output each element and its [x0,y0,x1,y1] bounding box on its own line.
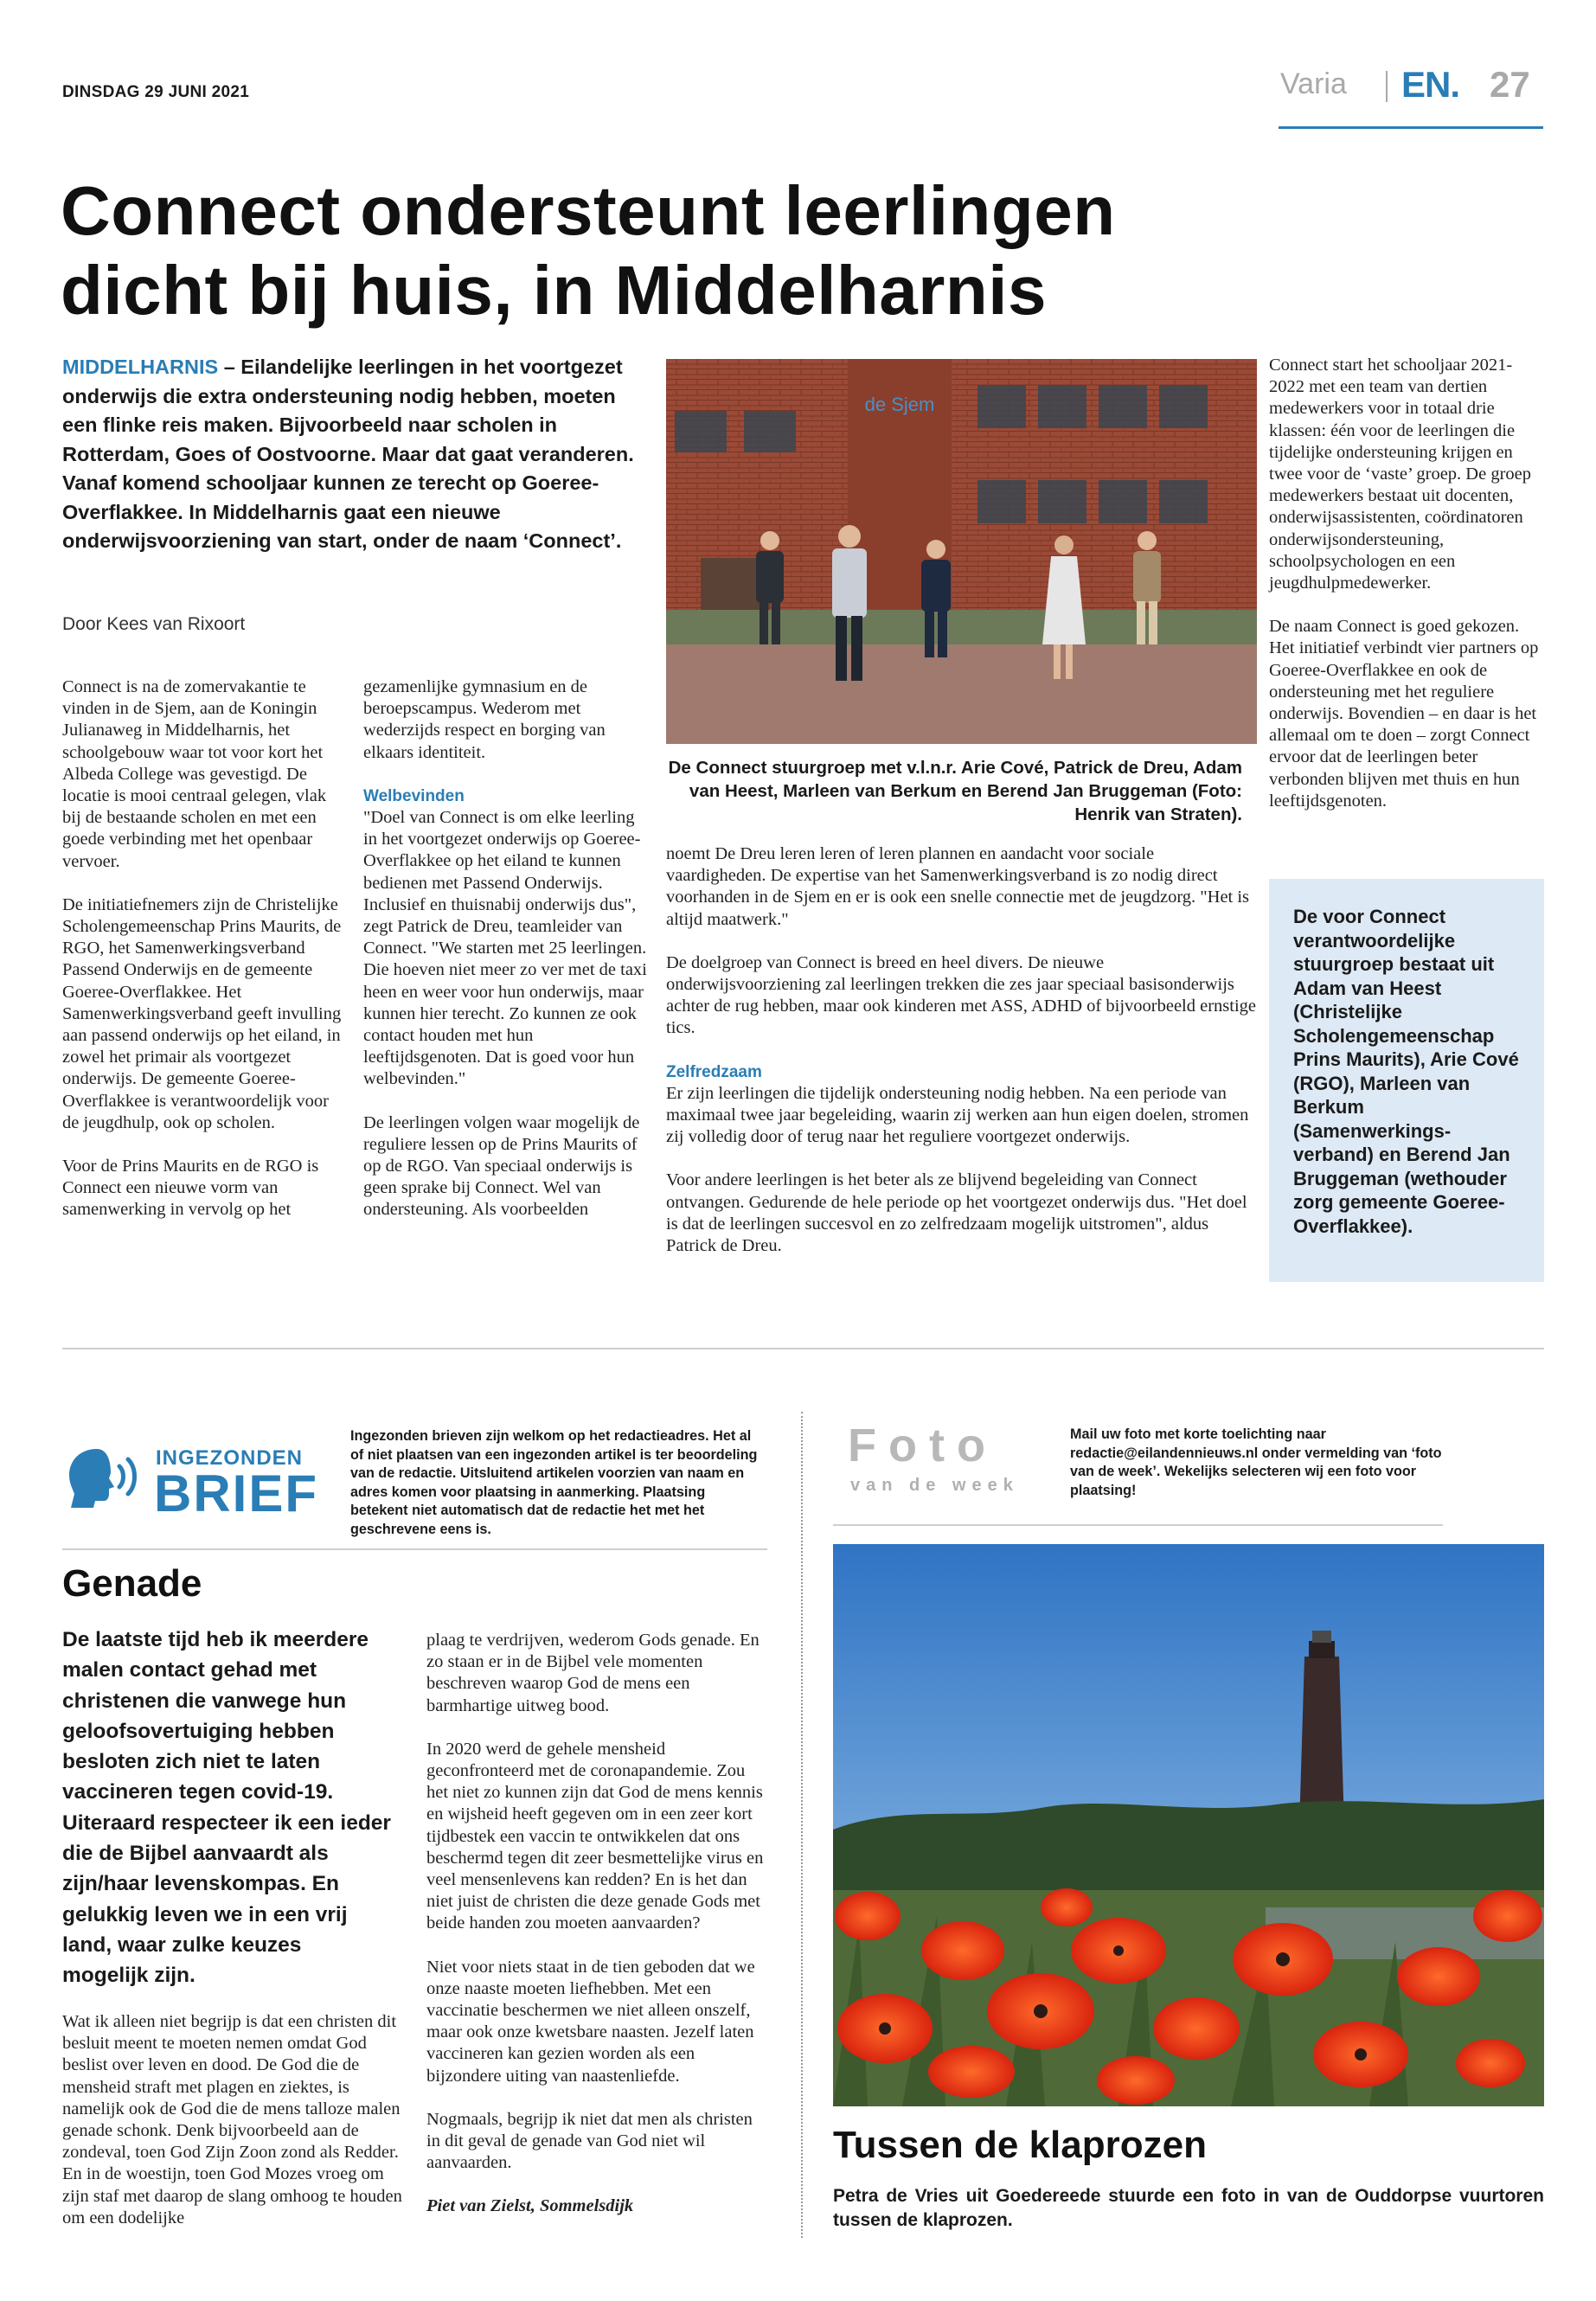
paragraph: Er zijn leerlingen die tijdelijk ondersteuning nodig hebben. Na een periode van maximaal twee jaar begeleiding, waarin zij werken aan hun eigen doelen, stromen zij volledig door of terug naar het reguliere voortgezet onderwijs. [666,1083,1249,1147]
paragraph: De naam Connect is goed gekozen. Het initiatief verbindt vier partners op Goeree-Overflakkee en ook de ondersteuning met het reguliere onderwijs. Bovendien – en daar is het allemaal om te doen – zorgt Connect ervoor dat de leerlingen beter verbonden blijven met thuis en hun leeftijdsgenoten. [1269,617,1539,811]
article-column-3 [666,843,1257,1279]
letter-header-rule [62,1548,767,1550]
article-column-4 [1269,355,1544,834]
subheading-welbevinden: Welbevinden [363,786,465,805]
paragraph: De initiatiefnemers zijn de Christelijke Scholengemeenschap Prins Maurits, de RGO, het Samenwerkingsverband Passend Onderwijs en de gemeente Goeree-Overflakkee. Het Samenwerkingsverband geeft invulling aan passend onderwijs op het eiland, in zowel het primair als voortgezet onderwijs. De gemeente Goeree-Overflakkee is verantwoordelijk voor de jeugdhulp, ook op scholen. [62,894,342,1132]
van-de-week-text: van de week [850,1476,1019,1495]
newspaper-logo: EN. [1401,64,1460,105]
letter-column-2 [426,1630,768,2240]
photo-caption: De Connect stuurgroep met v.l.n.r. Arie Cové, Patrick de Dreu, Adam van Heest, Marleen van Berkum en Berend Jan Bruggeman (Foto: Henrik van Straten). [668,758,1242,824]
speaking-head-icon [62,1440,149,1518]
letter-signature: Piet van Zielst, Sommelsdijk [426,2196,634,2216]
paragraph: "Doel van Connect is om elke leerling in het voortgezet onderwijs op Goeree-Overflakkee op het eiland te kunnen bedienen met Passend Onderwijs. Inclusief en thuisnabij onderwijs dus", zegt Patrick de Dreu, teamleider van Connect. "We starten met 25 leerlingen. Die hoeven niet meer zo ver met de taxi heen en weer voor hun onderwijs, maar kunnen hier terecht. Zo kunnen ze ook contact houden met hun leeftijdsgenoten. Dat is goed voor hun welbevinden." [363,808,647,1089]
letter-column-1 [62,2011,408,2251]
paragraph: Niet voor niets staat in de tien geboden dat we onze naaste moeten liefhebben. Met een vaccinatie beschermen we niet alleen onszelf, maar ook onze kwetsbare naasten. Jezelf laten vaccineren kan gezien worden als een bijzondere uiting van naastenliefde. [426,1957,755,2086]
photo-week-title: Tussen de klaprozen [833,2124,1207,2166]
dateline: MIDDELHARNIS [62,356,219,378]
paragraph: gezamenlijke gymnasium en de beroepscampus. Wederom met wederzijds respect en borging van elkaars identiteit. [363,677,606,762]
brief-logo-small-text: INGEZONDEN [156,1446,304,1470]
article-headline: Connect ondersteunt leerlingen dicht bij huis, in Middelharnis [61,172,1116,329]
letter-title: Genade [62,1562,202,1605]
paragraph: Wat ik alleen niet begrijp is dat een christen dit besluit meent te moeten nemen omdat God beslist over leven en dood. De God die de mensheid straft met plagen en ziektes, is namelijk ook de God die de mens talloze malen genade schonk. Denk bijvoorbeeld aan de zondeval, toen God Zijn Zoon zond als Redder. En in de woestijn, toen God Mozes vroeg om zijn staf met daarop de slang omhoog te houden om een dodelijke [62,2012,402,2227]
byline: Door Kees van Rixoort [62,614,246,634]
article-intro [62,353,646,556]
paragraph: In 2020 werd de gehele mensheid geconfronteerd met de coronapandemie. Zou het niet zo kunnen zijn dat God de mens kennis en wijsheid heeft gegeven om in een zeer kort tijdbestek een vaccin te ontwikkelen dat ons beschermd tegen dit zeer besmettelijke virus en veel mensenlevens kan redden? En is het dan niet juist de christen die deze genade Gods met beide handen zou moeten aanvaarden? [426,1739,764,1933]
header-rule [1279,126,1543,129]
paragraph: Voor de Prins Maurits en de RGO is Connect een nieuwe vorm van samenwerking in vervolg op het [62,1157,319,1220]
photo-submission-note: Mail uw foto met korte toelichting naar redactie@eilandennieuws.nl onder vermelding van ‘foto van de week’. Wekelijks selecteren wij een foto voor plaatsing! [1070,1426,1442,1498]
group-photo-illustration [666,359,1257,744]
page-number: 27 [1490,64,1530,105]
article-photo [666,359,1257,744]
intro-text: – Eilandelijke leerlingen in het voortgezet onderwijs die extra ondersteuning nodig hebben, moeten een flinke reis maken. Bijvoorbeeld naar scholen in Rotterdam, Goes of Oostvoorne. Maar dat gaat veranderen. Vanaf komend schooljaar kunnen ze terecht op Goeree-Overflakkee. In Middelharnis gaat een nieuwe onderwijsvoorziening van start, onder de naam ‘Connect’. [62,356,634,552]
paragraph: De doelgroep van Connect is breed en heel divers. De nieuwe onderwijsvoorziening zal leerlingen trekken die zes jaar speciaal basisonderwijs achter de rug hebben, maar ook kinderen met ASS, ADHD of bijvoorbeeld ernstige tics. [666,952,1257,1038]
issue-date: DINSDAG 29 JUNI 2021 [62,83,250,101]
paragraph: Connect is na de zomervakantie te vinden in de Sjem, aan de Koningin Julianaweg in Middelharnis, het schoolgebouw waar tot voor kort het Albeda College was gevestigd. De locatie is mooi centraal gelegen, vlak bij de bestaande scholen en met een goede verbinding met het openbaar vervoer. [62,677,327,871]
section-name: Varia [1280,67,1347,100]
lighthouse-poppies-photo [833,1544,1544,2106]
section-divider [62,1348,1544,1349]
subheading-zelfredzaam: Zelfredzaam [666,1062,762,1081]
paragraph: De leerlingen volgen waar mogelijk de reguliere lessen op de Prins Maurits of op de RGO. Van speciaal onderwijs is geen sprake bij Connect. Wel van ondersteuning. Als voorbeelden [363,1112,640,1220]
dotted-column-separator [801,1412,803,2238]
brief-logo-big-text: BRIEF [154,1465,318,1522]
paragraph: Voor andere leerlingen is het beter als ze blijvend begeleiding van Connect ontvangen. Gedurende de hele periode op het voortgezet onderwijs dus. "Het doel is dat de leerlingen succesvol en zo zelfredzaam mogelijk uitstromen", aldus Patrick de Dreu. [666,1170,1247,1256]
info-box [1269,879,1544,1282]
paragraph: Connect start het schooljaar 2021-2022 met een team van dertien medewerkers voor in totaal drie klassen: één voor de leerlingen die tijdelijke ondersteuning krijgen en twee voor de ‘vaste’ groep. De groep medewerkers bestaat uit docenten, onderwijsassistenten, coördinatoren onderwijsondersteuning, schoolpsychologen en een jeugdhulpmedewerker. [1269,356,1532,593]
paragraph: plaag te verdrijven, wederom Gods genade. En zo staan er in de Bijbel vele momenten beschreven waarop God de mens een barmhartige uitweg bood. [426,1631,760,1715]
paragraph: Nogmaals, begrijp ik niet dat men als christen in dit geval de genade van God niet wil aanvaarden. [426,2109,753,2173]
paragraph: noemt De Dreu leren leren of leren plannen en aandacht voor sociale vaardigheden. De expertise van het Samenwerkingsverband is zo nodig direct voorhanden in de Sjem en er is ook een snelle connectie met de jeugdzorg. "Het is altijd maatwerk." [666,844,1250,929]
building-sign: de Sjem [864,394,935,415]
foto-logo-text: Foto [848,1420,997,1471]
article-column-1 [62,676,348,1243]
info-box-text: De voor Connect verantwoordelijke stuurgroep bestaat uit Adam van Heest (Christelijke Scholengemeenschap Prins Maurits), Arie Cové (RGO), Marleen van Berkum (Samenwerkings-verband) en Berend Jan Bruggeman (wethouder zorg gemeente Goeree-Overflakkee). [1293,906,1519,1237]
article-column-2 [363,676,649,1243]
header-separator [1386,71,1388,102]
photo-week-text: Petra de Vries uit Goedereede stuurde een foto in van de Ouddorpse vuurtoren tussen de klaprozen. [833,2186,1544,2230]
letter-lead: De laatste tijd heb ik meerdere malen contact gehad met christenen die vanwege hun geloofsovertuiging hebben besloten zich niet te laten vaccineren tegen covid-19. Uiteraard respecteer ik een ieder die de Bijbel aanvaardt als zijn/haar levenskompas. En gelukkig leven we in een vrij land, waar zulke keuzes mogelijk zijn. [62,1628,391,1988]
letters-policy-note: Ingezonden brieven zijn welkom op het redactieadres. Het al of niet plaatsen van een ingezonden artikel is ter beoordeling van de redactie. Uitsluitend artikelen voorzien van naam en adres komen voor plaatsing in aanmerking. Plaatsing betekent niet automatisch dat de redactie het met het geschrevene eens is. [350,1428,758,1537]
photo-header-rule [833,1524,1443,1526]
poppy-field-illustration [833,1544,1544,2106]
